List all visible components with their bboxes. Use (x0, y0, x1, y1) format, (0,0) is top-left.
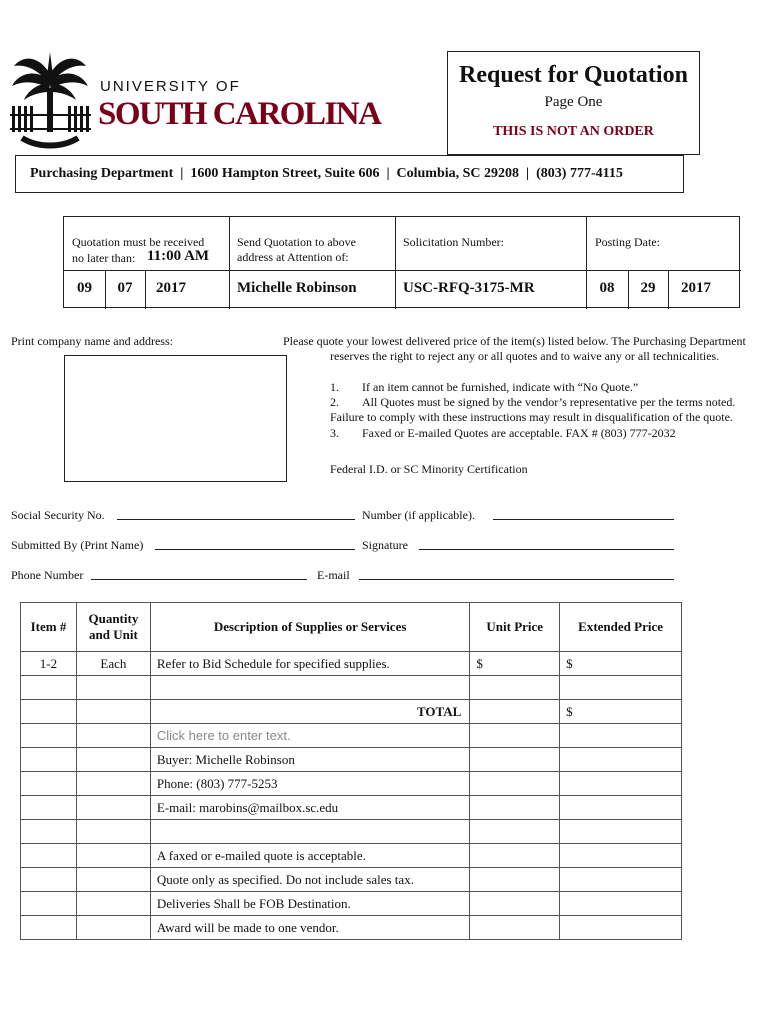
table-header-row (21, 603, 682, 652)
attention-label-2: address at Attention of: (237, 250, 349, 264)
table-row (21, 652, 682, 676)
submitted-by-field[interactable] (155, 537, 355, 550)
deadline-time: 11:00 AM (147, 248, 210, 264)
header-extended-price: Extended Price (560, 603, 682, 652)
usc-logo (8, 44, 388, 154)
row-extended-price[interactable]: $ (560, 652, 682, 676)
info-box (63, 216, 740, 308)
number-label: Number (if applicable). (362, 508, 475, 522)
page-number: Page One (544, 94, 603, 110)
blank-note (150, 820, 469, 844)
instruction-1: If an item cannot be furnished, indicate with “No Quote.” (362, 380, 639, 394)
table-row (21, 676, 682, 700)
instruction-3: Faxed or E-mailed Quotes are acceptable. FAX # (803) 777-2032 (362, 426, 676, 440)
number-field[interactable] (493, 507, 674, 520)
instruction-1-num: 1. (330, 380, 339, 394)
instructions-intro-2: reserves the right to reject any or all quotes and to waive any or all technicalities. (330, 349, 720, 363)
deadline-label-1: Quotation must be received (72, 235, 205, 249)
row-quantity: Each (76, 652, 150, 676)
fob-note: Deliveries Shall be FOB Destination. (150, 892, 469, 916)
rfq-title-box (447, 51, 700, 155)
items-table (20, 602, 682, 940)
instruction-2-num: 2. (330, 395, 339, 409)
solicitation-number: USC-RFQ-3175-MR (403, 280, 535, 296)
deadline-year: 2017 (156, 280, 186, 296)
federal-id-label: Federal I.D. or SC Minority Certification (330, 462, 528, 476)
sales-tax-note: Quote only as specified. Do not include sales tax. (150, 868, 469, 892)
header-item: Item # (21, 603, 77, 652)
ssn-field[interactable] (117, 507, 355, 520)
attention-label-1: Send Quotation to above (237, 235, 356, 249)
table-row (21, 796, 682, 820)
submitted-by-label: Submitted By (Print Name) (11, 538, 144, 552)
phone-label: Phone Number (11, 568, 84, 582)
email-note: E-mail: marobins@mailbox.sc.edu (150, 796, 469, 820)
deadline-month: 09 (77, 280, 92, 296)
ssn-label: Social Security No. (11, 508, 105, 522)
fax-note: A faxed or e-mailed quote is acceptable. (150, 844, 469, 868)
instruction-2: All Quotes must be signed by the vendor’s representative per the terms noted. (362, 395, 736, 409)
not-an-order-notice: THIS IS NOT AN ORDER (493, 124, 654, 139)
award-note: Award will be made to one vendor. (150, 916, 469, 940)
table-row (21, 724, 682, 748)
total-row (21, 700, 682, 724)
row-item: 1-2 (21, 652, 77, 676)
logo-south-carolina: SOUTH CAROLINA (98, 96, 381, 132)
table-row (21, 772, 682, 796)
phone-field[interactable] (91, 567, 307, 580)
phone-note: Phone: (803) 777-5253 (150, 772, 469, 796)
total-value[interactable]: $ (560, 700, 682, 724)
instruction-3-num: 3. (330, 426, 339, 440)
table-row (21, 892, 682, 916)
logo-university-of: UNIVERSITY OF (100, 78, 241, 95)
posting-year: 2017 (681, 280, 711, 296)
deadline-day: 07 (117, 280, 133, 296)
table-row (21, 916, 682, 940)
signature-field[interactable] (419, 537, 674, 550)
address-text: Purchasing Department | 1600 Hampton Street, Suite 606 | Columbia, SC 29208 | (803) 777-4115 (30, 166, 623, 181)
total-label: TOTAL (150, 700, 469, 724)
page-title: Request for Quotation (459, 62, 688, 88)
deadline-label-2: no later than: (72, 251, 136, 265)
email-label: E-mail (317, 568, 350, 582)
instruction-failure: Failure to comply with these instructions may result in disqualification of the quote. (330, 410, 733, 424)
company-address-input[interactable] (64, 355, 287, 482)
instructions-intro-1: Please quote your lowest delivered price of the item(s) listed below. The Purchasing Department (283, 334, 746, 348)
attention-name: Michelle Robinson (237, 280, 357, 296)
click-to-enter-text[interactable]: Click here to enter text. (150, 724, 469, 748)
company-label: Print company name and address: (11, 334, 173, 348)
row-description: Refer to Bid Schedule for specified supplies. (150, 652, 469, 676)
email-field[interactable] (359, 567, 674, 580)
solicitation-label: Solicitation Number: (403, 235, 504, 249)
posting-month: 08 (599, 280, 615, 296)
table-row (21, 820, 682, 844)
header-quantity: Quantity and Unit (76, 603, 150, 652)
table-row (21, 844, 682, 868)
logo-year: 1801 (41, 136, 55, 144)
header-description: Description of Supplies or Services (150, 603, 469, 652)
buyer-note: Buyer: Michelle Robinson (150, 748, 469, 772)
table-row (21, 868, 682, 892)
posting-label: Posting Date: (595, 235, 660, 249)
table-row (21, 748, 682, 772)
address-bar (15, 155, 684, 193)
signature-label: Signature (362, 538, 408, 552)
posting-day: 29 (640, 280, 656, 296)
header-unit-price: Unit Price (470, 603, 560, 652)
row-unit-price[interactable]: $ (470, 652, 560, 676)
